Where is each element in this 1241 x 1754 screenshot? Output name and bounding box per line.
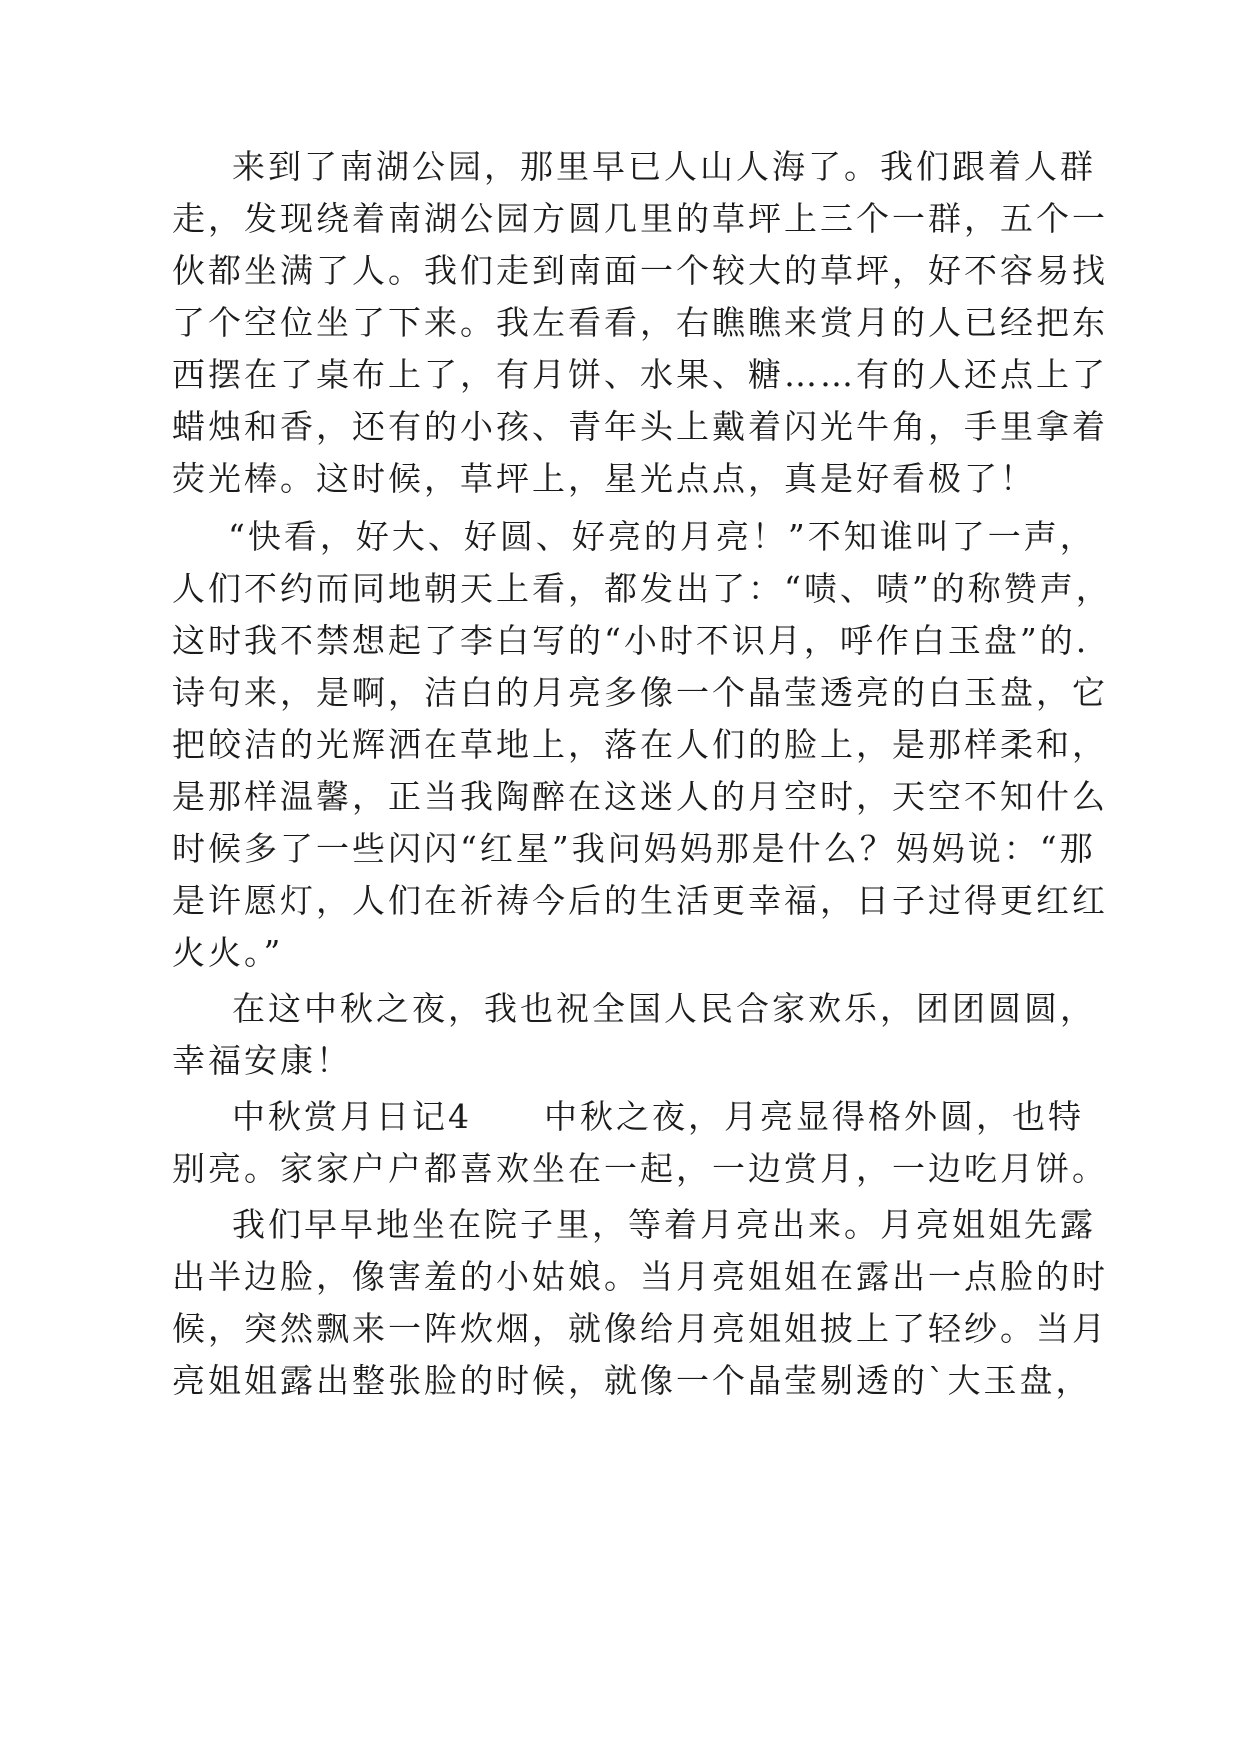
text-line: 是许愿灯，人们在祈祷今后的生活更幸福，日子过得更红红 (172, 881, 1108, 920)
text-line: 西摆在了桌布上了，有月饼、水果、糖……有的人还点上了 (172, 355, 1108, 394)
text-line: 荧光棒。这时候，草坪上，星光点点，真是好看极了！ (172, 459, 1036, 498)
text-line: 出半边脸，像害羞的小姑娘。当月亮姐姐在露出一点脸的时 (172, 1257, 1108, 1296)
text-line: 来到了南湖公园，那里早已人山人海了。我们跟着人群 (232, 147, 1096, 186)
text-line: 了个空位坐了下来。我左看看，右瞧瞧来赏月的人已经把东 (172, 303, 1108, 342)
text-line: 中秋赏月日记4 中秋之夜，月亮显得格外圆，也特 (232, 1097, 1084, 1136)
text-line: 别亮。家家户户都喜欢坐在一起，一边赏月，一边吃月饼。 (172, 1149, 1108, 1188)
text-line: 走，发现绕着南湖公园方圆几里的草坪上三个一群，五个一 (172, 199, 1108, 238)
text-line: 候，突然飘来一阵炊烟，就像给月亮姐姐披上了轻纱。当月 (172, 1309, 1108, 1348)
text-line: 是那样温馨，正当我陶醉在这迷人的月空时，天空不知什么 (172, 777, 1108, 816)
text-line: 幸福安康！ (172, 1041, 352, 1080)
text-line: 火火。” (172, 933, 284, 972)
text-line: 人们不约而同地朝天上看，都发出了：“啧、啧”的称赞声， (172, 569, 1112, 608)
text-line: 蜡烛和香，还有的小孩、青年头上戴着闪光牛角，手里拿着 (172, 407, 1108, 446)
text-line: 伙都坐满了人。我们走到南面一个较大的草坪，好不容易找 (172, 251, 1108, 290)
text-line: 诗句来，是啊，洁白的月亮多像一个晶莹透亮的白玉盘，它 (172, 673, 1108, 712)
text-line: 把皎洁的光辉洒在草地上，落在人们的脸上，是那样柔和， (172, 725, 1108, 764)
text-line: 时候多了一些闪闪“红星”我问妈妈那是什么？妈妈说：“那 (172, 829, 1096, 868)
text-line: 我们早早地坐在院子里，等着月亮出来。月亮姐姐先露 (232, 1205, 1096, 1244)
text-line: 亮姐姐露出整张脸的时候，就像一个晶莹剔透的`大玉盘， (172, 1361, 1092, 1400)
text-line: 在这中秋之夜，我也祝全国人民合家欢乐，团团圆圆， (232, 989, 1096, 1028)
text-line: 这时我不禁想起了李白写的“小时不识月，呼作白玉盘”的. (172, 621, 1090, 660)
text-line: “快看，好大、好圆、好亮的月亮！”不知谁叫了一声， (228, 517, 1096, 556)
